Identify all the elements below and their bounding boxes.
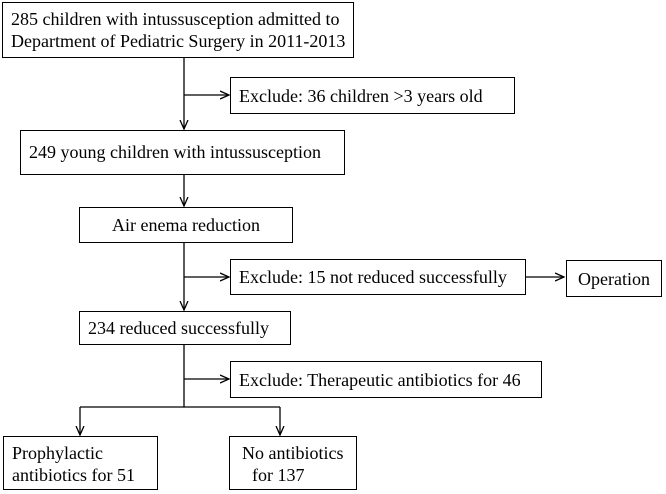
operation-text: Operation: [578, 269, 650, 289]
exclude-failed-text: Exclude: 15 not reduced successfully: [239, 267, 507, 287]
young-children-text: 249 young children with intussusception: [29, 142, 321, 162]
no-antibiotics-text-line1: No antibiotics: [242, 443, 344, 463]
reduced-text: 234 reduced successfully: [88, 318, 269, 338]
air-enema-text: Air enema reduction: [112, 215, 260, 235]
no-antibiotics-box: [229, 436, 357, 490]
start-text-line2: Department of Pediatric Surgery in 2011-2013: [11, 31, 346, 51]
start-text-line1: 285 children with intussusception admitted to: [11, 9, 340, 29]
prophylactic-text-line1: Prophylactic: [12, 443, 103, 463]
exclude-therapeutic-text: Exclude: Therapeutic antibiotics for 46: [239, 370, 521, 390]
operation-box: [566, 260, 662, 297]
exclude-age-text: Exclude: 36 children >3 years old: [239, 86, 483, 106]
air-enema-box: [79, 207, 293, 243]
young-children-box: [20, 130, 345, 175]
exclude-failed-box: [230, 259, 526, 295]
prophylactic-text-line2: antibiotics for 51: [12, 465, 135, 485]
start-box: [2, 2, 354, 58]
exclude-age-box: [230, 77, 515, 114]
exclude-therapeutic-box: [230, 361, 542, 398]
no-antibiotics-text-line2: for 137: [252, 465, 305, 485]
prophylactic-box: [3, 436, 158, 490]
reduced-box: [79, 311, 291, 345]
